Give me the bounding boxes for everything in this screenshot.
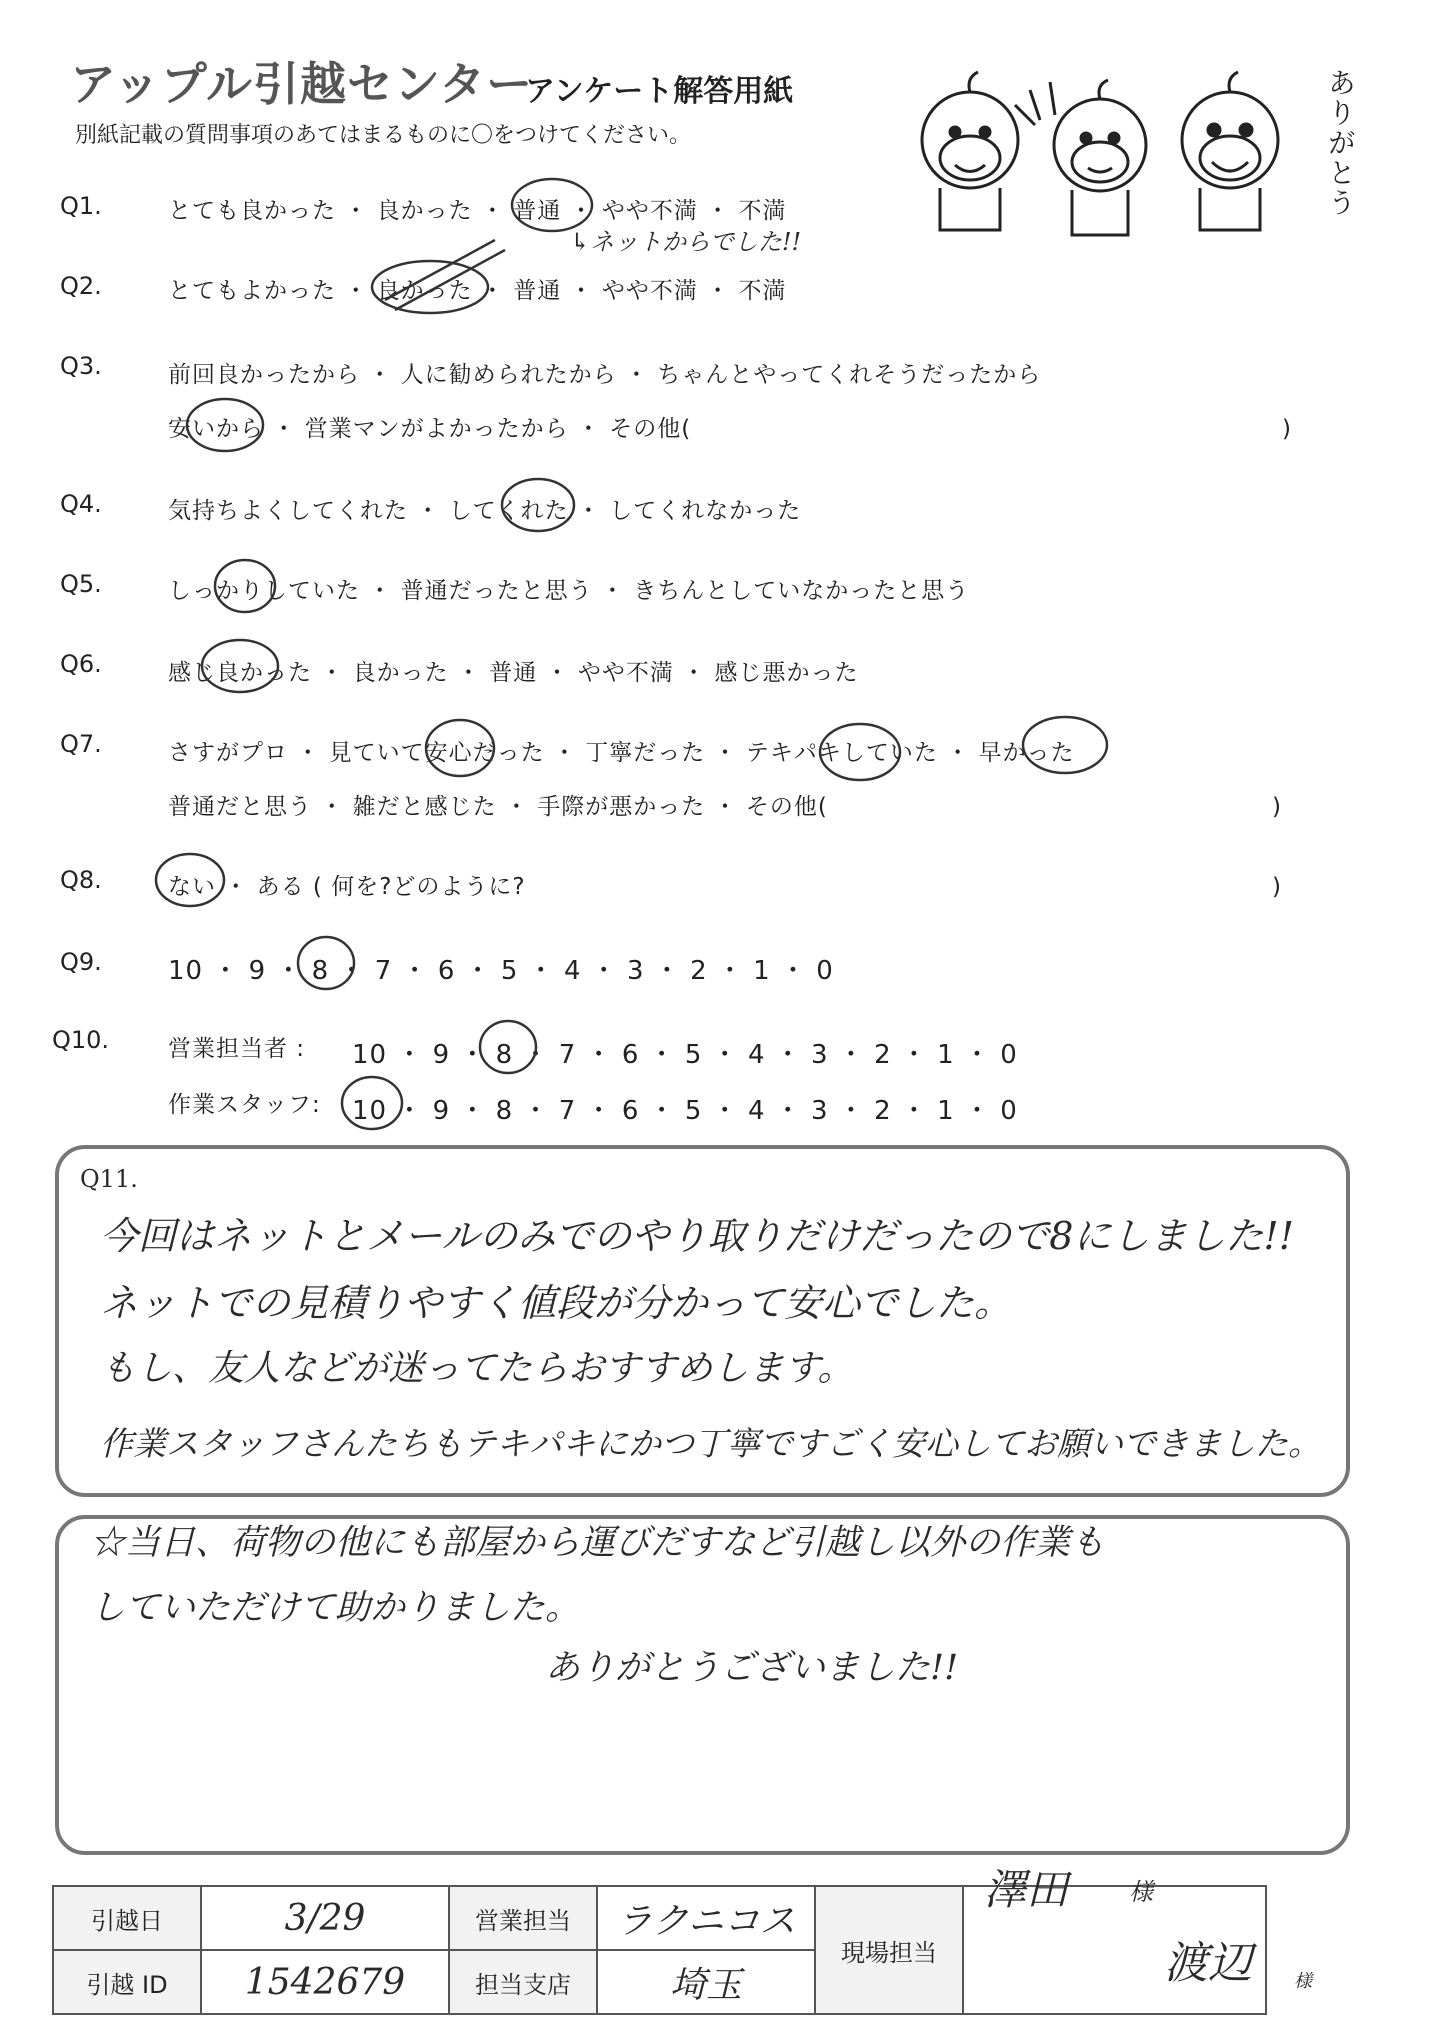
q2-options: とてもよかった ・ 良かった ・ 普通 ・ やや不満 ・ 不満 — [168, 278, 787, 304]
q7-close-paren: ) — [1272, 794, 1281, 820]
move-id-value: 1542679 — [201, 1950, 449, 2014]
q2-label: Q2. — [60, 272, 102, 300]
q3-close-paren: ) — [1282, 416, 1291, 442]
site-rep-label: 現場担当 — [815, 1886, 963, 2014]
q9-label: Q9. — [60, 948, 102, 976]
q10-staff-options: 10 ・ 9 ・ 8 ・ 7 ・ 6 ・ 5 ・ 4 ・ 3 ・ 2 ・ 1 ・ 0 — [352, 1096, 1018, 1126]
q11-line-1: 今回はネットとメールのみでのやり取りだけだったので8にしました!! — [100, 1214, 1294, 1258]
move-date-value: 3/29 — [201, 1886, 449, 1950]
site-rep-name-2: 渡辺 — [1164, 1938, 1252, 1989]
q4-options: 気持ちよくしてくれた ・ してくれた ・ してくれなかった — [168, 498, 802, 524]
q10-staff-label: 作業スタッフ: — [168, 1092, 321, 1118]
q1-options: とても良かった ・ 良かった ・ 普通 ・ やや不満 ・ 不満 — [168, 198, 787, 224]
q11-label: Q11. — [80, 1165, 138, 1193]
comment-line-2: していただけて助かりました。 — [90, 1588, 581, 1628]
sales-rep-value: ラクニコス — [597, 1886, 815, 1950]
q3-options-line2: 安いから ・ 営業マンがよかったから ・ その他( — [168, 416, 692, 442]
branch-value: 埼玉 — [597, 1950, 815, 2014]
q1-label: Q1. — [60, 192, 102, 220]
q7-options: さすがプロ ・ 見ていて安心だった ・ 丁寧だった ・ テキパキしていた ・ 早かった — [168, 740, 1075, 766]
q7-label: Q7. — [60, 730, 102, 758]
site-rep-honorific-2: 様 — [1294, 1971, 1312, 1992]
q11-line-2: ネットでの見積りやすく値段が分かって安心でした。 — [100, 1281, 1013, 1325]
q11-line-3: もし、友人などが迷ってたらおすすめします。 — [100, 1348, 854, 1389]
q5-label: Q5. — [60, 570, 102, 598]
footer-info-table — [52, 1865, 1312, 2015]
q8-close-paren: ) — [1272, 874, 1281, 900]
q7-options-line2: 普通だと思う ・ 雑だと感じた ・ 手際が悪かった ・ その他( — [168, 794, 828, 820]
q6-options: 感じ良かった ・ 良かった ・ 普通 ・ やや不満 ・ 感じ悪かった — [168, 660, 859, 686]
site-rep-cell — [963, 1865, 1312, 2014]
site-rep-name-1: 澤田 — [984, 1865, 1069, 1914]
brand-title: アップル引越センター — [70, 57, 534, 111]
q9-options: 10 ・ 9 ・ 8 ・ 7 ・ 6 ・ 5 ・ 4 ・ 3 ・ 2 ・ 1 ・ 0 — [168, 956, 834, 986]
q4-label: Q4. — [60, 490, 102, 518]
q10-sales-label: 営業担当者 : — [168, 1036, 306, 1062]
form-subtitle: アンケート解答用紙 — [525, 74, 794, 109]
comment-line-1: ☆当日、荷物の他にも部屋から運びだすなど引越し以外の作業も — [90, 1523, 1106, 1563]
q8-options: ない ・ ある ( 何を?どのように? — [168, 874, 526, 900]
sales-rep-label: 営業担当 — [449, 1886, 597, 1950]
move-id-label: 引越 ID — [53, 1950, 201, 2014]
q10-sales-options: 10 ・ 9 ・ 8 ・ 7 ・ 6 ・ 5 ・ 4 ・ 3 ・ 2 ・ 1 ・ 0 — [352, 1040, 1018, 1070]
thanks-vertical-text: ありがとう — [1324, 68, 1357, 218]
q3-options: 前回良かったから ・ 人に勧められたから ・ ちゃんとやってくれそうだったから — [168, 362, 1042, 388]
q10-label: Q10. — [52, 1026, 110, 1054]
branch-label: 担当支店 — [449, 1950, 597, 2014]
comment-line-3: ありがとうございました!! — [545, 1648, 959, 1688]
instructions: 別紙記載の質問事項のあてはまるものに〇をつけてください。 — [75, 123, 692, 148]
q8-label: Q8. — [60, 866, 102, 894]
q5-options: しっかりしていた ・ 普通だったと思う ・ きちんとしていなかったと思う — [168, 578, 970, 604]
q11-line-4: 作業スタッフさんたちもテキパキにかつ丁寧ですごく安心してお願いできました。 — [100, 1424, 1321, 1463]
move-date-label: 引越日 — [53, 1886, 201, 1950]
q6-label: Q6. — [60, 650, 102, 678]
q3-label: Q3. — [60, 352, 102, 380]
site-rep-honorific-1: 様 — [1129, 1878, 1153, 1906]
q1-handwritten-note: ↳ネットからでした!! — [570, 228, 802, 256]
